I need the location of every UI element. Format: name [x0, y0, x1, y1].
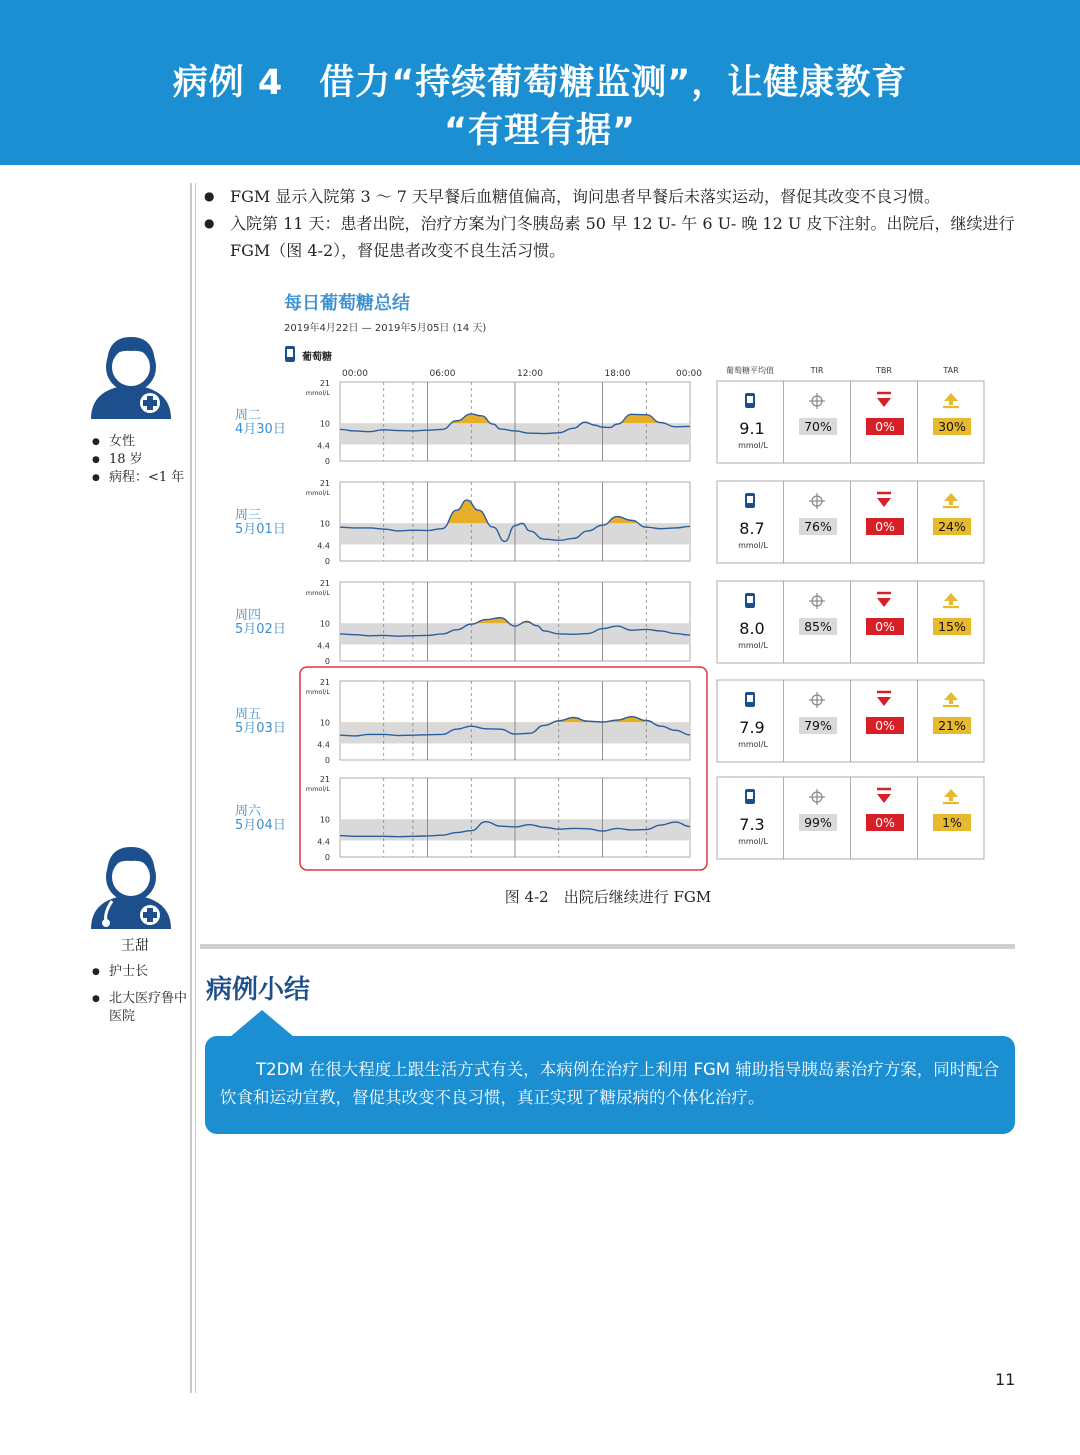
y-tick-label: 10 — [319, 718, 330, 728]
y-unit-label: mmol/L — [305, 389, 330, 397]
mean-value: 7.3 — [739, 815, 765, 834]
y-tick-label: 0 — [324, 853, 330, 862]
day-date: 5月04日 — [235, 818, 286, 833]
sensor-icon — [745, 493, 755, 508]
tar-value: 21% — [938, 718, 966, 733]
y-tick-label: 10 — [319, 419, 330, 429]
y-tick-label: 10 — [319, 619, 330, 629]
day-row — [235, 479, 984, 566]
summary-title: 病例小结 — [206, 975, 311, 1005]
tbr-value: 0% — [875, 419, 895, 434]
patient-info — [92, 433, 187, 487]
x-tick-label: 12:00 — [517, 369, 543, 379]
y-tick-label: 0 — [324, 756, 330, 765]
tar-value: 30% — [938, 419, 966, 434]
y-unit-label: mmol/L — [305, 785, 330, 793]
tbr-value: 0% — [875, 619, 895, 634]
metric-header: 葡萄糖平均值 — [726, 366, 774, 375]
day-weekday: 周五 — [235, 707, 262, 722]
day-weekday: 周三 — [235, 508, 262, 523]
x-tick-label: 00:00 — [676, 369, 702, 379]
metric-headers — [726, 365, 959, 375]
tir-value: 99% — [804, 815, 832, 830]
y-tick-label: 10 — [319, 519, 330, 529]
x-tick-label: 06:00 — [429, 369, 456, 379]
day-row — [235, 678, 984, 765]
day-weekday: 周四 — [235, 608, 262, 623]
y-unit-label: mmol/L — [305, 589, 330, 597]
summary-text: T2DM 在很大程度上跟生活方式有关，本病例在治疗上利用 FGM 辅助指导胰岛素治疗方案，同时配合饮食和运动宣教，督促其改变不良习惯，真正实现了糖尿病的个体化治疗。 — [220, 1060, 1000, 1107]
y-unit-label: mmol/L — [305, 688, 330, 696]
metric-header: TBR — [876, 366, 892, 375]
tar-value: 15% — [938, 619, 966, 634]
y-tick-label: 4.4 — [317, 441, 330, 451]
y-tick-label: 21 — [319, 379, 330, 388]
x-tick-label: 00:00 — [342, 369, 368, 379]
tir-value: 76% — [804, 519, 832, 534]
mean-unit: mmol/L — [738, 837, 768, 846]
day-weekday: 周六 — [235, 804, 262, 819]
day-date: 5月03日 — [235, 721, 286, 736]
section-separator — [200, 944, 1015, 949]
metric-header: TAR — [943, 366, 959, 375]
y-tick-label: 4.4 — [317, 740, 330, 750]
day-row — [235, 775, 984, 862]
page-title-line-1: 病例 4 借力“持续葡萄糖监测”，让健康教育 — [172, 63, 908, 103]
y-tick-label: 21 — [319, 479, 330, 488]
chart-date-range: 2019年4月22日 — 2019年5月05日 (14 天) — [284, 323, 487, 334]
day-date: 5月02日 — [235, 622, 286, 637]
sensor-icon — [745, 789, 755, 804]
title-banner — [0, 0, 1080, 165]
author-info-item: ● 北大医疗鲁中医院 — [92, 990, 187, 1026]
patient-info-item: ● 女性 — [92, 433, 187, 451]
y-tick-label: 10 — [319, 815, 330, 825]
patient-avatar-icon — [88, 333, 174, 421]
y-tick-label: 0 — [324, 557, 330, 566]
sensor-icon — [745, 692, 755, 707]
page-title-line-2: “有理有据” — [443, 111, 636, 151]
daily-glucose-summary-chart — [220, 285, 1000, 880]
tar-value: 1% — [942, 815, 962, 830]
patient-info-item: ● 病程：<1 年 — [92, 469, 187, 487]
mean-value: 7.9 — [739, 718, 765, 737]
mean-value: 9.1 — [739, 419, 765, 438]
page-number: 11 — [995, 1370, 1016, 1389]
tbr-value: 0% — [875, 718, 895, 733]
figure-caption: 图 4-2 出院后继续进行 FGM — [504, 888, 712, 906]
y-tick-label: 21 — [319, 579, 330, 588]
day-rows — [235, 379, 984, 862]
y-tick-label: 0 — [324, 457, 330, 466]
day-date: 4月30日 — [235, 422, 286, 437]
mean-unit: mmol/L — [738, 740, 768, 749]
y-tick-label: 4.4 — [317, 837, 330, 847]
summary-pointer — [230, 1010, 294, 1037]
body-bullets — [204, 183, 1024, 264]
chart-title: 每日葡萄糖总结 — [284, 293, 410, 314]
author-info-item: ● 护士长 — [92, 963, 187, 981]
y-tick-label: 0 — [324, 657, 330, 666]
sensor-icon — [745, 393, 755, 408]
legend-glucose-icon — [285, 346, 295, 362]
y-unit-label: mmol/L — [305, 489, 330, 497]
x-axis-ticks — [342, 369, 702, 379]
x-tick-label: 18:00 — [604, 369, 631, 379]
tbr-value: 0% — [875, 815, 895, 830]
legend-label: 葡萄糖 — [302, 352, 332, 363]
sensor-icon — [745, 593, 755, 608]
tir-value: 70% — [804, 419, 832, 434]
day-date: 5月01日 — [235, 522, 286, 537]
y-tick-label: 4.4 — [317, 641, 330, 651]
day-row — [235, 379, 984, 466]
tir-value: 79% — [804, 718, 832, 733]
y-tick-label: 4.4 — [317, 541, 330, 551]
y-tick-label: 21 — [319, 678, 330, 687]
tir-value: 85% — [804, 619, 832, 634]
day-row — [235, 579, 984, 666]
mean-value: 8.0 — [739, 619, 765, 638]
left-rule — [190, 183, 192, 1393]
mean-value: 8.7 — [739, 519, 765, 538]
patient-info-item: ● 18 岁 — [92, 451, 187, 469]
left-rule-inner — [195, 183, 196, 1393]
metric-header: TIR — [810, 366, 824, 375]
mean-unit: mmol/L — [738, 541, 768, 550]
y-tick-label: 21 — [319, 775, 330, 784]
tar-value: 24% — [938, 519, 966, 534]
mean-unit: mmol/L — [738, 641, 768, 650]
mean-unit: mmol/L — [738, 441, 768, 450]
day-weekday: 周二 — [235, 408, 262, 423]
author-name: 王甜 — [121, 938, 149, 954]
tbr-value: 0% — [875, 519, 895, 534]
author-info — [92, 963, 187, 1026]
bullet-item: ● 入院第 11 天：患者出院，治疗方案为门冬胰岛素 50 早 12 U- 午 6 U- 晚 12 U 皮下注射。出院后，继续进行 FGM（图 4-2），督促患者改变不良生活习惯。 — [204, 210, 1024, 264]
bullet-item: ● FGM 显示入院第 3 ～ 7 天早餐后血糖值偏高，询问患者早餐后未落实运动，督促其改变不良习惯。 — [204, 183, 1024, 210]
